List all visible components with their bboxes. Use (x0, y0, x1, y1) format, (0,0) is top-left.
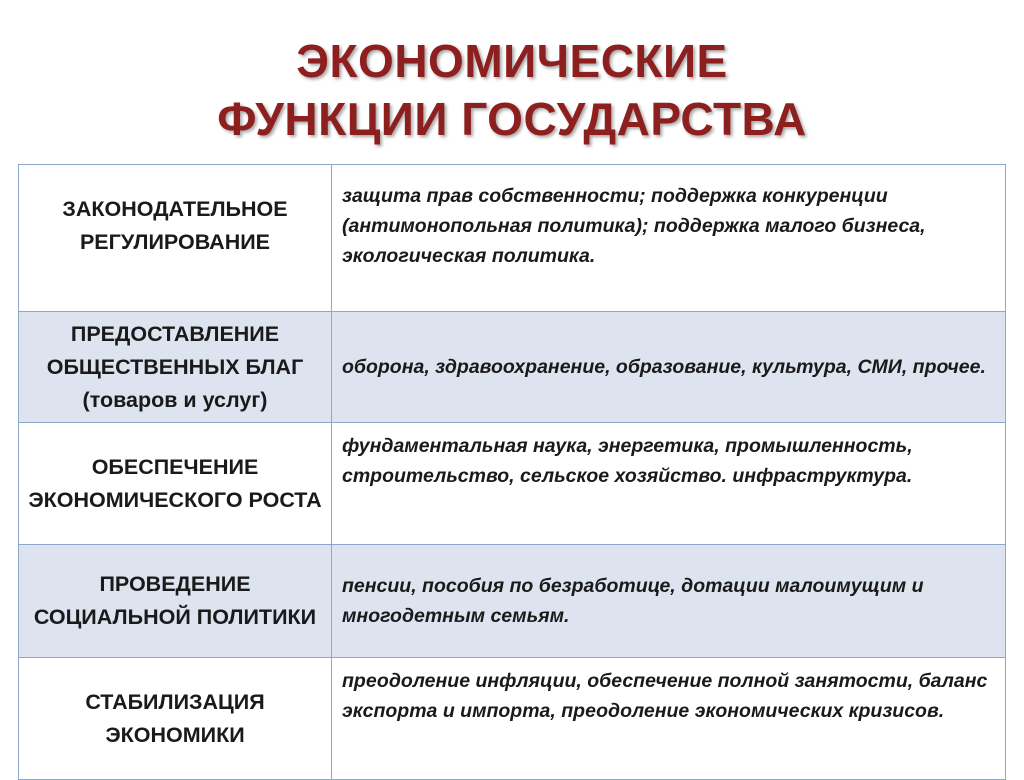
functions-table (18, 164, 1006, 780)
function-description: защита прав собственности; поддержка конкуренции (антимонопольная политика); поддержка малого бизнеса, экологическая политика. (332, 165, 1006, 312)
function-description: оборона, здравоохранение, образование, культура, СМИ, прочее. (332, 312, 1006, 423)
page-title (0, 32, 1024, 148)
page-title-line-1: ЭКОНОМИЧЕСКИЕ (296, 35, 728, 87)
table-row (19, 165, 1006, 312)
function-description: фундаментальная наука, энергетика, промышленность, строительство, сельское хозяйство. инфраструктура. (332, 423, 1006, 545)
function-name: ЗАКОНОДАТЕЛЬНОЕ РЕГУЛИРОВАНИЕ (19, 165, 332, 312)
function-name: ОБЕСПЕЧЕНИЕ ЭКОНОМИЧЕСКОГО РОСТА (19, 423, 332, 545)
page-title-line-2: ФУНКЦИИ ГОСУДАРСТВА (217, 93, 807, 145)
table-row (19, 423, 1006, 545)
function-name: ПРЕДОСТАВЛЕНИЕ ОБЩЕСТВЕННЫХ БЛАГ (товаров и услуг) (19, 312, 332, 423)
table-row (19, 312, 1006, 423)
function-description: преодоление инфляции, обеспечение полной занятости, баланс экспорта и импорта, преодоление экономических кризисов. (332, 658, 1006, 780)
table-row (19, 658, 1006, 780)
function-name: ПРОВЕДЕНИЕ СОЦИАЛЬНОЙ ПОЛИТИКИ (19, 545, 332, 658)
function-description: пенсии, пособия по безработице, дотации малоимущим и многодетным семьям. (332, 545, 1006, 658)
table-row (19, 545, 1006, 658)
function-name: СТАБИЛИЗАЦИЯ ЭКОНОМИКИ (19, 658, 332, 780)
